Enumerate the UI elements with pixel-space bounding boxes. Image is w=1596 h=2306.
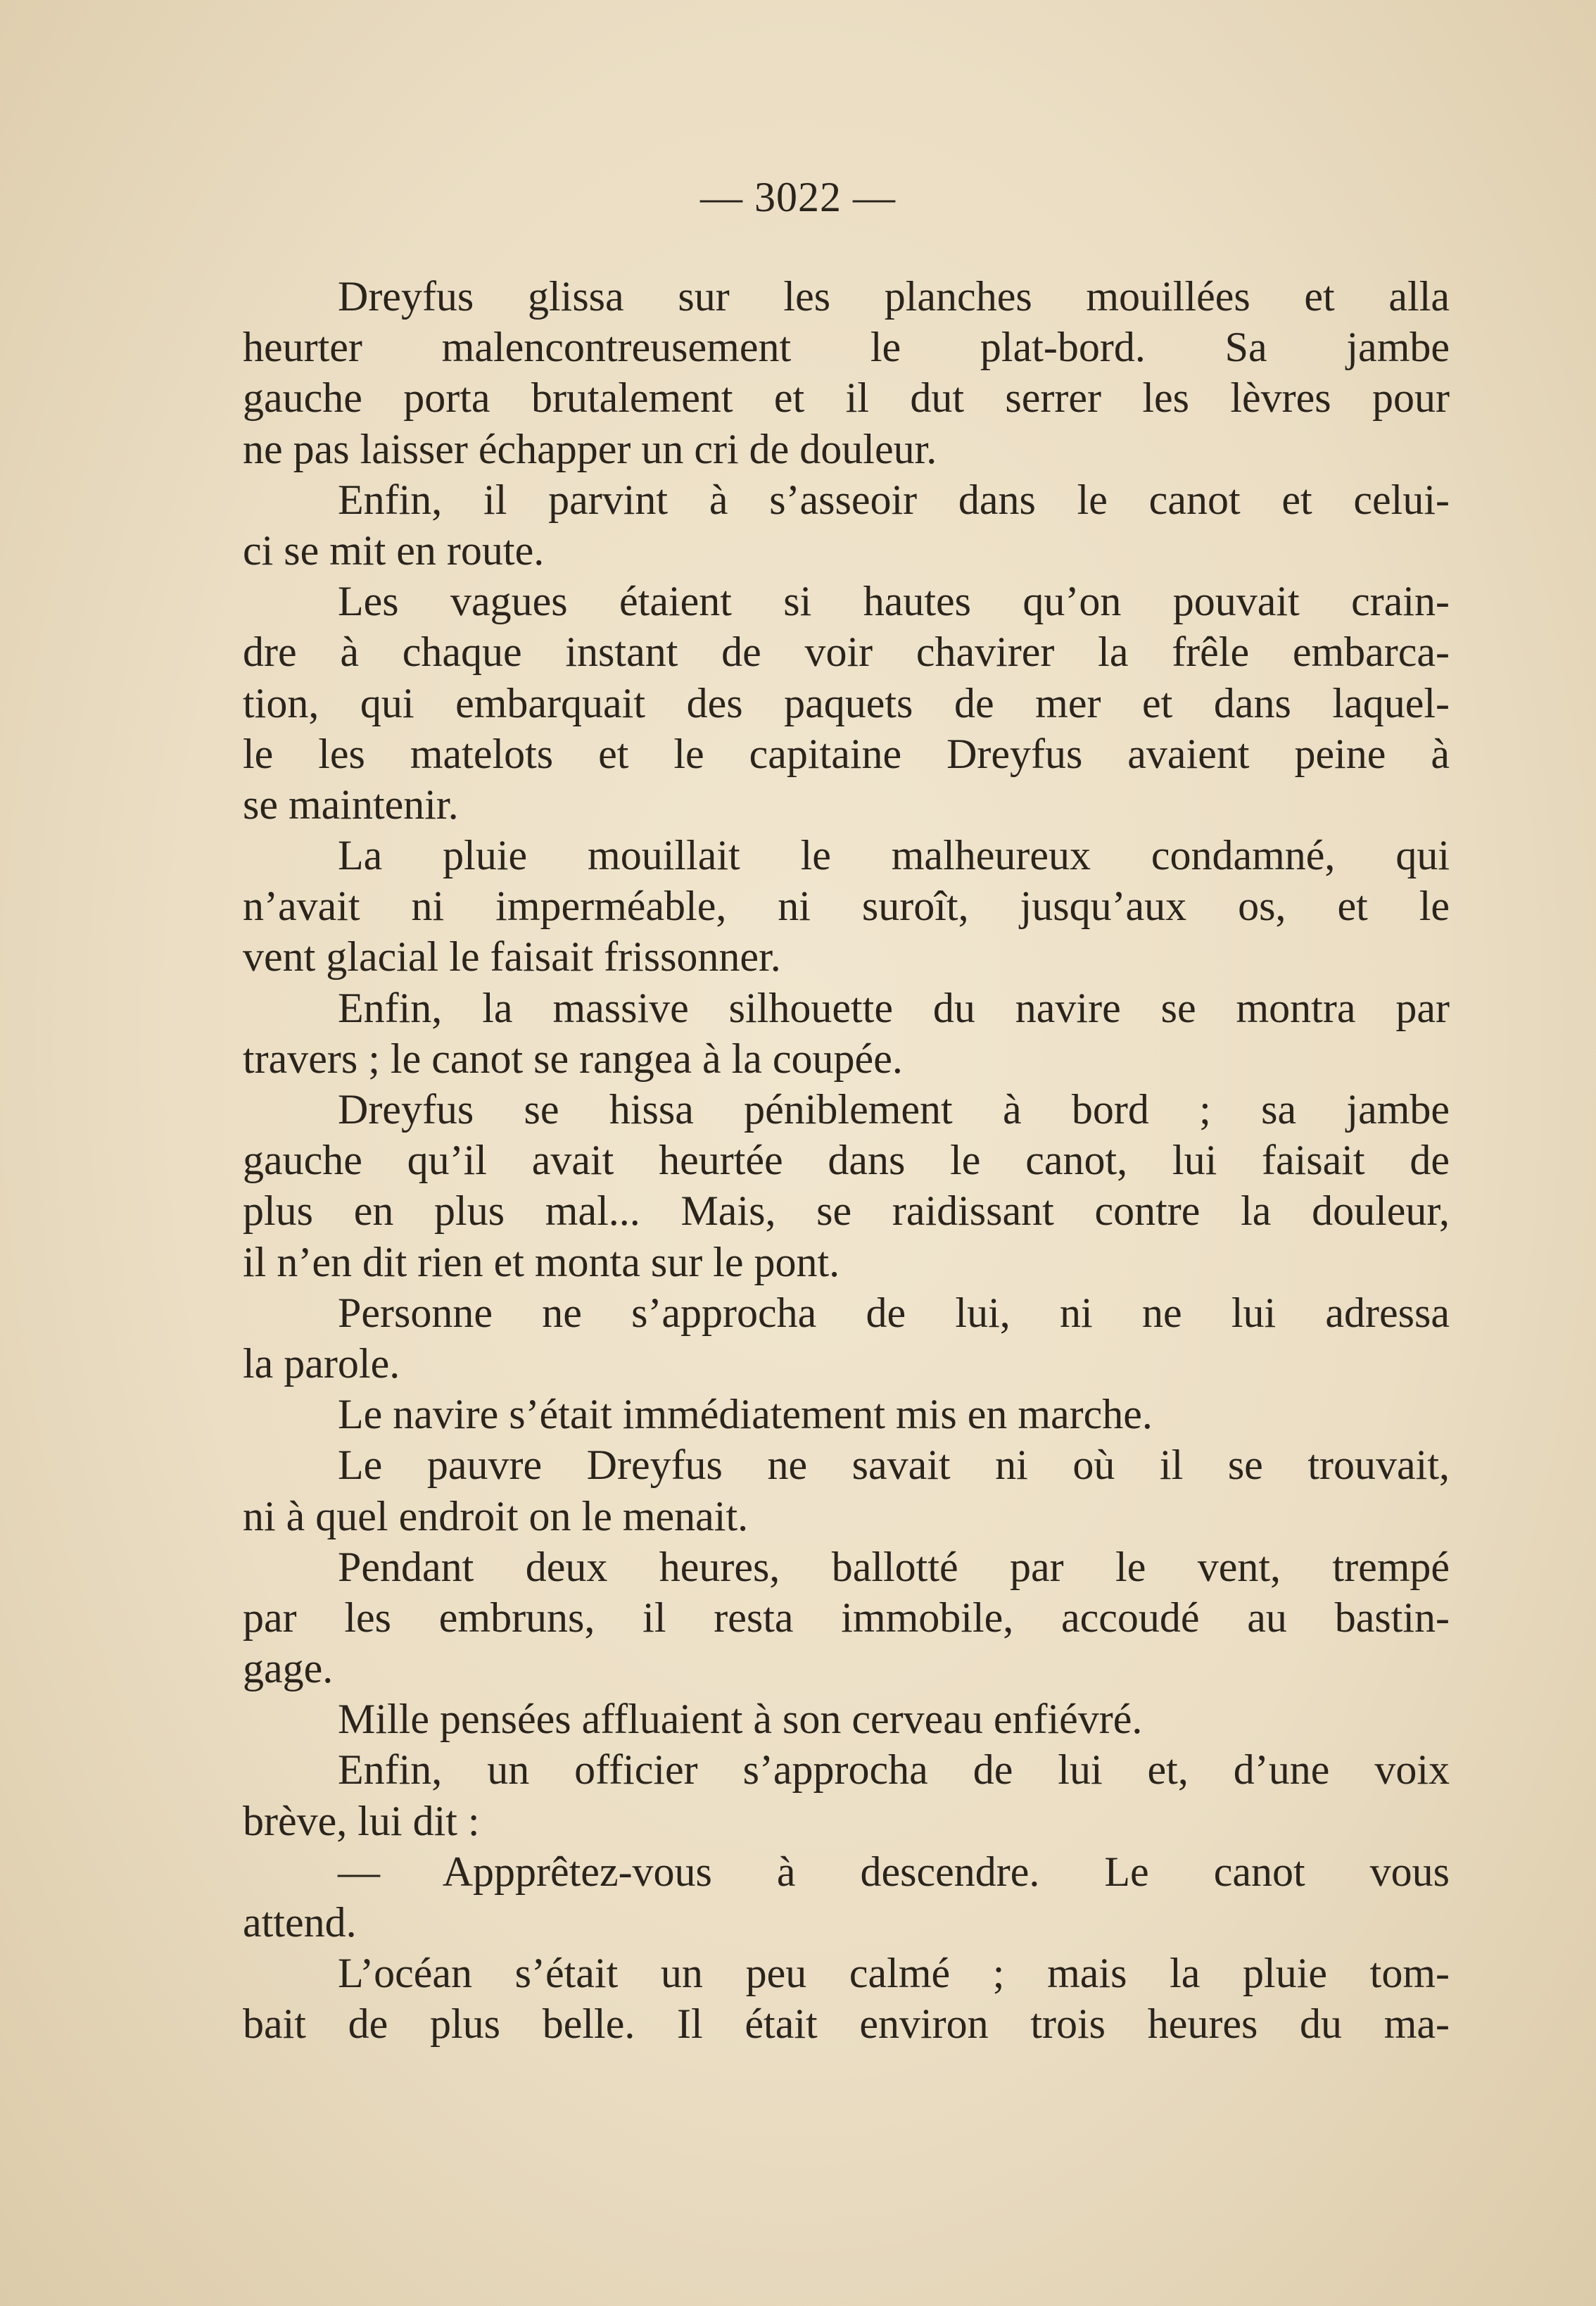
text-line: Enfin, il parvint à s’asseoir dans le canot et celui-: [338, 476, 1450, 523]
text-line: il n’en dit rien et monta sur le pont.: [243, 1238, 840, 1285]
text-line: heurter malencontreusement le plat-bord. Sa jambe: [243, 324, 1450, 371]
text-line: se maintenir.: [243, 781, 459, 828]
text-line: Pendant deux heures, ballotté par le vent, trempé: [338, 1543, 1450, 1590]
text-line: ci se mit en route.: [243, 527, 545, 574]
text-line: ni à quel endroit on le menait.: [243, 1492, 749, 1539]
text-line: tion, qui embarquait des paquets de mer et dans laquel-: [243, 679, 1450, 726]
text-line: brève, lui dit :: [243, 1797, 480, 1844]
text-line: L’océan s’était un peu calmé ; mais la pluie tom-: [338, 1950, 1450, 1997]
text-line: bait de plus belle. Il était environ trois heures du ma-: [243, 2001, 1450, 2048]
text-line: travers ; le canot se rangea à la coupée.: [243, 1035, 903, 1082]
text-line: Les vagues étaient si hautes qu’on pouvait crain-: [338, 578, 1450, 625]
page-number: — 3022 —: [700, 174, 896, 220]
text-line: gauche qu’il avait heurtée dans le canot, lui faisait de: [243, 1137, 1450, 1184]
text-line: dre à chaque instant de voir chavirer la frêle embarca-: [243, 629, 1450, 676]
text-line: Personne ne s’approcha de lui, ni ne lui adressa: [338, 1289, 1450, 1336]
text-line: Le pauvre Dreyfus ne savait ni où il se trouvait,: [338, 1442, 1450, 1489]
text-line: la parole.: [243, 1340, 400, 1387]
text-line: Le navire s’était immédiatement mis en marche.: [338, 1391, 1153, 1438]
text-line: par les embruns, il resta immobile, accoudé au bastin-: [243, 1594, 1450, 1641]
text-line: Enfin, un officier s’approcha de lui et, d’une voix: [338, 1746, 1450, 1794]
text-line: le les matelots et le capitaine Dreyfus avaient peine à: [243, 730, 1450, 777]
text-line: gage.: [243, 1645, 334, 1692]
body-text: [243, 271, 1450, 2050]
text-line: Mille pensées affluaient à son cerveau enfiévré.: [338, 1696, 1143, 1743]
text-line: gauche porta brutalement et il dut serrer les lèvres pour: [243, 374, 1450, 422]
text-line: Dreyfus se hissa péniblement à bord ; sa jambe: [338, 1086, 1450, 1133]
text-line: plus en plus mal... Mais, se raidissant contre la douleur,: [243, 1187, 1450, 1235]
text-line: attend.: [243, 1899, 357, 1946]
text-line: Enfin, la massive silhouette du navire se montra par: [338, 984, 1450, 1031]
text-line: vent glacial le faisait frissonner.: [243, 933, 781, 981]
text-line: n’avait ni imperméable, ni suroît, jusqu’aux os, et le: [243, 883, 1450, 930]
text-line: ne pas laisser échapper un cri de douleur.: [243, 425, 937, 472]
text-line: — Appprêtez-vous à descendre. Le canot vous: [338, 1848, 1450, 1895]
text-line: La pluie mouillait le malheureux condamné, qui: [338, 832, 1450, 879]
text-line: Dreyfus glissa sur les planches mouillées et alla: [338, 273, 1450, 320]
